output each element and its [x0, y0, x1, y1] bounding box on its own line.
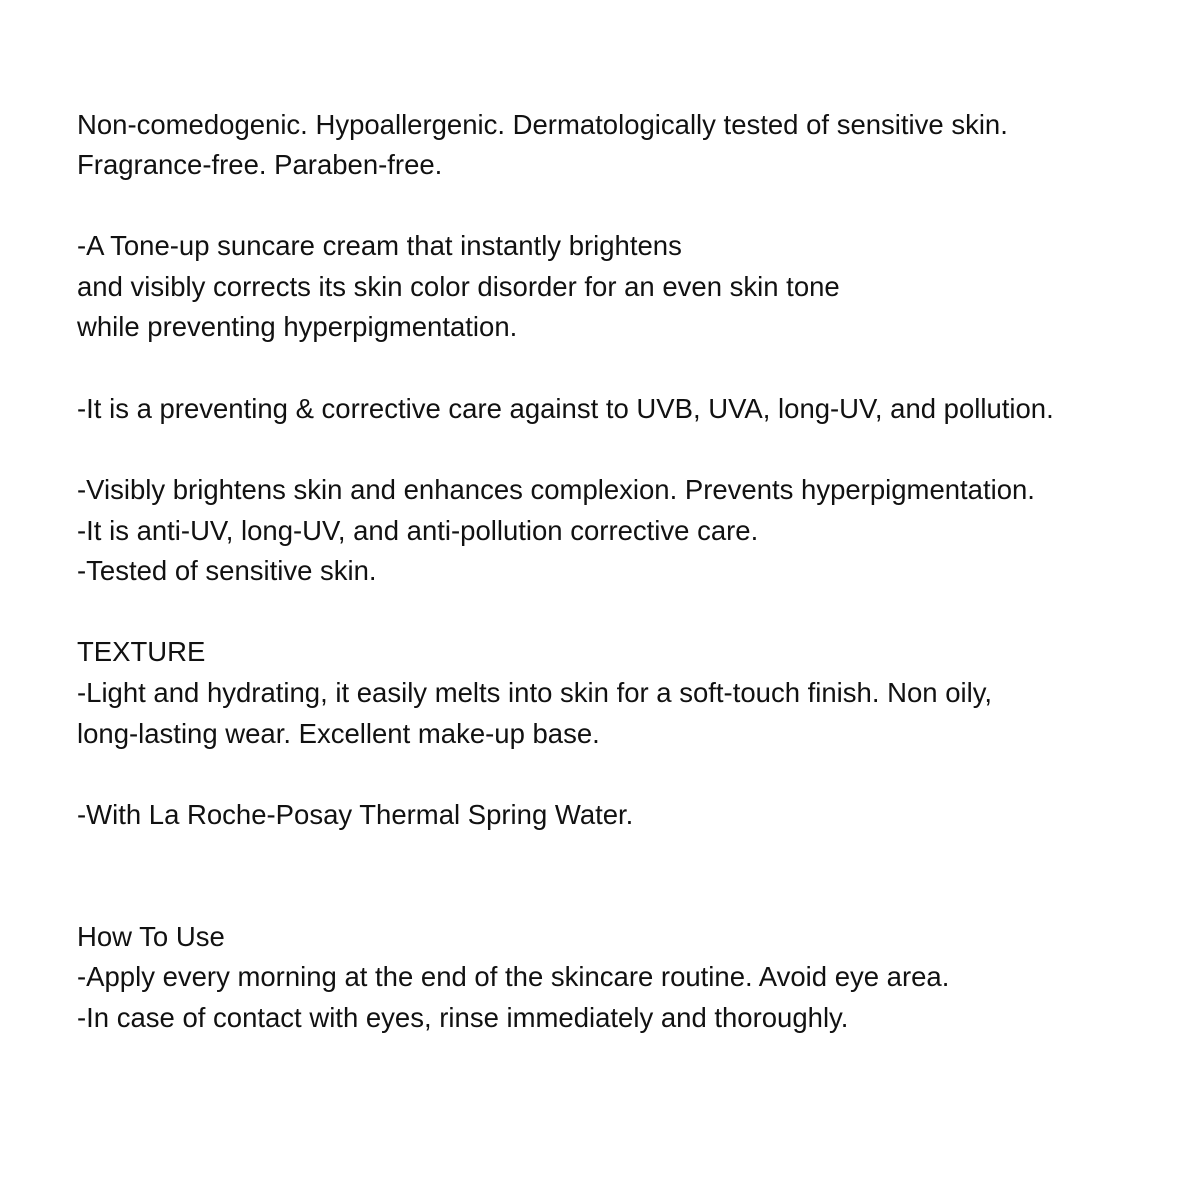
description-line-1: -A Tone-up suncare cream that instantly brightens [77, 230, 682, 261]
how-to-use-heading: How To Use [77, 921, 225, 952]
benefit-line-3: -Tested of sensitive skin. [77, 555, 377, 586]
benefit-line-1: -Visibly brightens skin and enhances complexion. Prevents hyperpigmentation. [77, 474, 1035, 505]
thermal-water-line: -With La Roche-Posay Thermal Spring Water. [77, 799, 634, 830]
description-line-2: and visibly corrects its skin color disorder for an even skin tone [77, 271, 840, 302]
texture-line-1: -Light and hydrating, it easily melts into skin for a soft-touch finish. Non oily, [77, 677, 993, 708]
description-line-3: while preventing hyperpigmentation. [77, 311, 518, 342]
texture-heading: TEXTURE [77, 636, 206, 667]
protection-line: -It is a preventing & corrective care against to UVB, UVA, long-UV, and pollution. [77, 393, 1054, 424]
how-to-use-line-1: -Apply every morning at the end of the skincare routine. Avoid eye area. [77, 961, 950, 992]
how-to-use-line-2: -In case of contact with eyes, rinse immediately and thoroughly. [77, 1002, 849, 1033]
claims-line-1: Non-comedogenic. Hypoallergenic. Dermatologically tested of sensitive skin. [77, 109, 1008, 140]
claims-line-2: Fragrance-free. Paraben-free. [77, 149, 443, 180]
texture-line-2: long-lasting wear. Excellent make-up base. [77, 718, 600, 749]
benefit-line-2: -It is anti-UV, long-UV, and anti-pollution corrective care. [77, 515, 759, 546]
